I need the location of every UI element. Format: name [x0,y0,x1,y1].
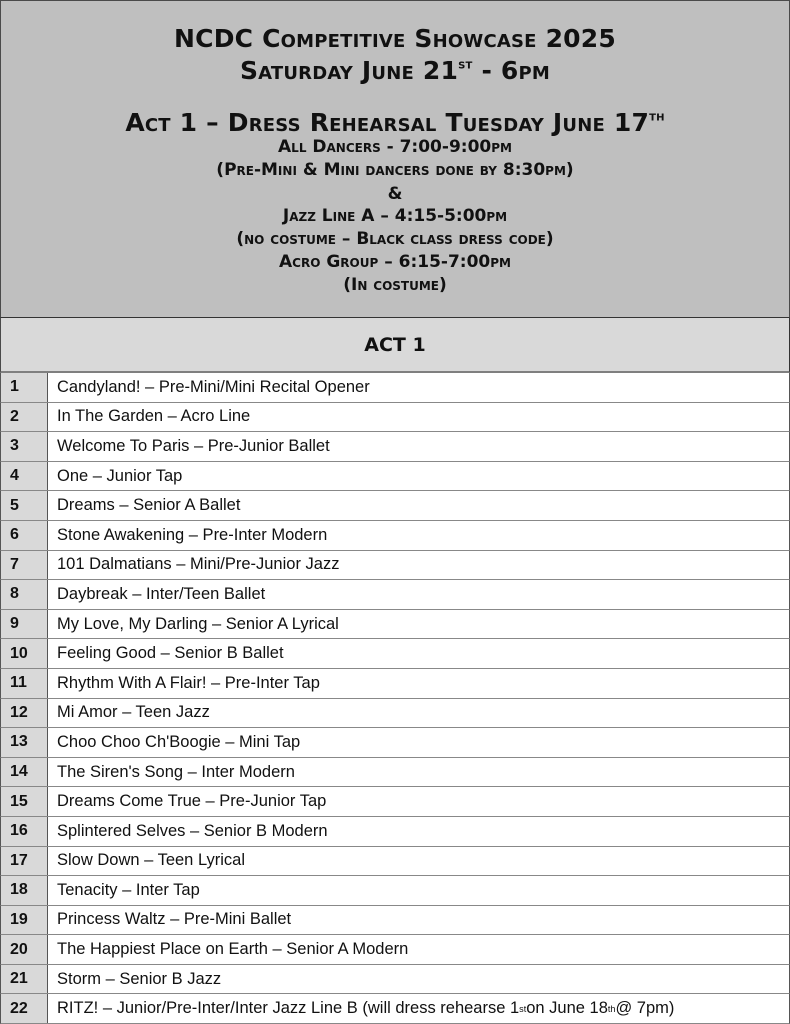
row-number: 14 [1,758,48,787]
lineup-row [0,403,790,433]
lineup-row [0,935,790,965]
routine-title: Splintered Selves – Senior B Modern [57,821,328,840]
lineup-row [0,462,790,492]
row-number: 10 [1,639,48,668]
routine-title: Candyland! – Pre-Mini/Mini Recital Opener [57,377,370,396]
row-number: 11 [1,669,48,698]
lineup-row [0,699,790,729]
lineup-row [0,817,790,847]
row-number: 4 [1,462,48,491]
lineup-row [0,876,790,906]
routine-title: Rhythm With A Flair! – Pre-Inter Tap [57,673,320,692]
row-number: 19 [1,906,48,935]
row-number: 5 [1,491,48,520]
event-title: NCDC Competitive Showcase 2025 [174,24,616,53]
lineup-row [0,373,790,403]
routine-title: The Happiest Place on Earth – Senior A Modern [57,940,409,959]
lineup-row [0,551,790,581]
row-number: 7 [1,551,48,580]
row-number: 21 [1,965,48,994]
routine-title: Storm – Senior B Jazz [57,969,222,988]
routine-title: One – Junior Tap [57,466,183,485]
routine-title: Dreams Come True – Pre-Junior Tap [57,792,327,811]
routine-title: My Love, My Darling – Senior A Lyrical [57,614,339,633]
lineup-row [0,787,790,817]
row-number: 12 [1,699,48,728]
lineup-row [0,610,790,640]
lineup-row [0,965,790,995]
lineup-row [0,728,790,758]
routine-title: 101 Dalmatians – Mini/Pre-Junior Jazz [57,555,340,574]
lineup-row [0,758,790,788]
routine-title: RITZ! – Junior/Pre-Inter/Inter Jazz Line B (will dress rehearse 1 st on June 18 th @ 7pm) [57,999,675,1018]
event-date: Saturday June 21st - 6pm [239,56,551,85]
row-number: 13 [1,728,48,757]
routine-title: Welcome To Paris – Pre-Junior Ballet [57,436,330,455]
act-1-lineup [0,373,790,1024]
row-number: 17 [1,847,48,876]
row-number: 8 [1,580,48,609]
rehearsal-heading: Act 1 – Dress Rehearsal Tuesday June 17th [125,108,665,137]
lineup-row [0,580,790,610]
row-number: 22 [1,994,48,1023]
rehearsal-line-jazz-note: (no costume – Black class dress code) [236,229,554,249]
row-number: 3 [1,432,48,461]
routine-title: Princess Waltz – Pre-Mini Ballet [57,910,292,929]
lineup-row [0,906,790,936]
rehearsal-line-premini-note: (Pre-Mini & Mini dancers done by 8:30pm) [216,160,574,180]
rehearsal-line-acro-note: (In costume) [343,275,447,295]
lineup-row [0,432,790,462]
row-number: 16 [1,817,48,846]
lineup-row [0,521,790,551]
row-number: 2 [1,403,48,432]
routine-title: Daybreak – Inter/Teen Ballet [57,584,266,603]
rehearsal-line-jazz-line-a: Jazz Line A – 4:15-5:00pm [282,206,508,226]
row-number: 20 [1,935,48,964]
routine-title: Dreams – Senior A Ballet [57,496,241,515]
rehearsal-line-acro-group: Acro Group – 6:15-7:00pm [279,252,511,272]
row-number: 15 [1,787,48,816]
lineup-row [0,491,790,521]
routine-title: Feeling Good – Senior B Ballet [57,644,284,663]
routine-title: Tenacity – Inter Tap [57,880,200,899]
act-heading: ACT 1 [0,318,790,373]
row-number: 6 [1,521,48,550]
schedule-header [0,0,790,318]
routine-title: Slow Down – Teen Lyrical [57,851,246,870]
lineup-row [0,994,790,1024]
row-number: 1 [1,373,48,402]
routine-title: In The Garden – Acro Line [57,407,251,426]
routine-title: The Siren's Song – Inter Modern [57,762,295,781]
routine-title: Stone Awakening – Pre-Inter Modern [57,525,328,544]
routine-title: Choo Choo Ch'Boogie – Mini Tap [57,732,301,751]
row-number: 9 [1,610,48,639]
lineup-row [0,669,790,699]
lineup-row [0,639,790,669]
lineup-row [0,847,790,877]
routine-title: Mi Amor – Teen Jazz [57,703,210,722]
row-number: 18 [1,876,48,905]
rehearsal-line-ampersand: & [387,184,403,204]
rehearsal-line-all-dancers: All Dancers - 7:00-9:00pm [278,137,512,157]
